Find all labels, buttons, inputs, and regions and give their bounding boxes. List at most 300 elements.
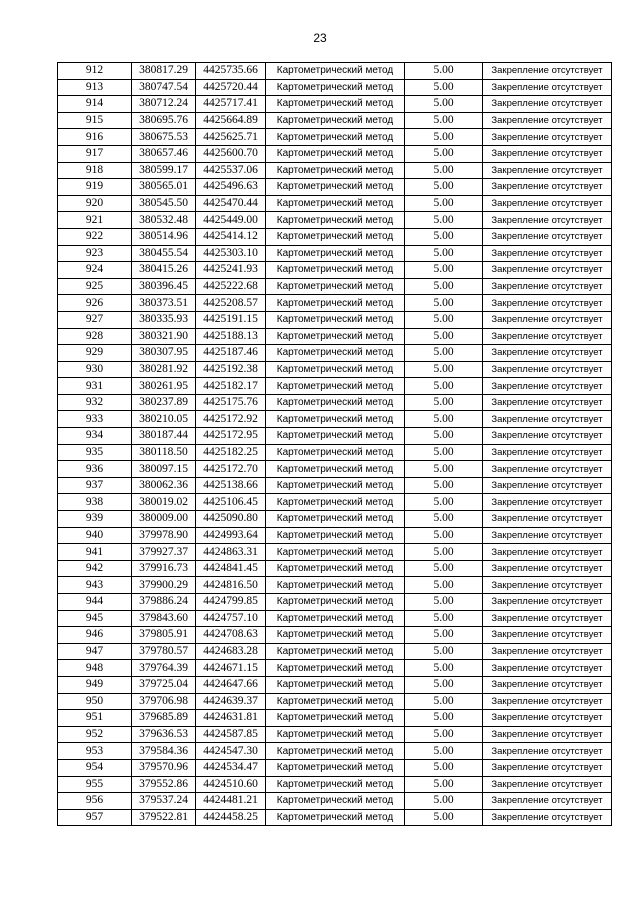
accuracy-cell: 5.00 (405, 345, 483, 362)
table-row (58, 428, 612, 445)
fixing-cell: Закрепление отсутствует (483, 560, 612, 577)
point-number-cell: 920 (58, 195, 132, 212)
method-cell: Картометрический метод (266, 627, 405, 644)
y-coordinate-cell: 4425175.76 (196, 394, 266, 411)
y-coordinate-cell: 4424639.37 (196, 693, 266, 710)
accuracy-cell: 5.00 (405, 627, 483, 644)
x-coordinate-cell: 380062.36 (132, 477, 196, 494)
x-coordinate-cell: 379725.04 (132, 676, 196, 693)
table-row (58, 511, 612, 528)
point-number-cell: 926 (58, 295, 132, 312)
y-coordinate-cell: 4425720.44 (196, 79, 266, 96)
x-coordinate-cell: 380396.45 (132, 278, 196, 295)
fixing-cell: Закрепление отсутствует (483, 328, 612, 345)
y-coordinate-cell: 4425537.06 (196, 162, 266, 179)
point-number-cell: 912 (58, 63, 132, 80)
fixing-cell: Закрепление отсутствует (483, 477, 612, 494)
method-cell: Картометрический метод (266, 212, 405, 229)
method-cell: Картометрический метод (266, 477, 405, 494)
table-row (58, 162, 612, 179)
accuracy-cell: 5.00 (405, 726, 483, 743)
table-row (58, 345, 612, 362)
point-number-cell: 933 (58, 411, 132, 428)
accuracy-cell: 5.00 (405, 527, 483, 544)
table-row (58, 394, 612, 411)
table-row (58, 179, 612, 196)
accuracy-cell: 5.00 (405, 112, 483, 129)
y-coordinate-cell: 4424671.15 (196, 660, 266, 677)
x-coordinate-cell: 380747.54 (132, 79, 196, 96)
x-coordinate-cell: 379886.24 (132, 594, 196, 611)
y-coordinate-cell: 4424458.25 (196, 809, 266, 826)
point-number-cell: 950 (58, 693, 132, 710)
table-row (58, 245, 612, 262)
table-row (58, 660, 612, 677)
fixing-cell: Закрепление отсутствует (483, 212, 612, 229)
accuracy-cell: 5.00 (405, 79, 483, 96)
fixing-cell: Закрепление отсутствует (483, 195, 612, 212)
x-coordinate-cell: 380712.24 (132, 96, 196, 113)
accuracy-cell: 5.00 (405, 660, 483, 677)
y-coordinate-cell: 4425182.17 (196, 378, 266, 395)
x-coordinate-cell: 380187.44 (132, 428, 196, 445)
x-coordinate-cell: 379916.73 (132, 560, 196, 577)
y-coordinate-cell: 4424863.31 (196, 544, 266, 561)
table-row (58, 577, 612, 594)
y-coordinate-cell: 4424993.64 (196, 527, 266, 544)
fixing-cell: Закрепление отсутствует (483, 693, 612, 710)
point-number-cell: 917 (58, 145, 132, 162)
method-cell: Картометрический метод (266, 726, 405, 743)
y-coordinate-cell: 4424534.47 (196, 759, 266, 776)
point-number-cell: 943 (58, 577, 132, 594)
x-coordinate-cell: 379636.53 (132, 726, 196, 743)
table-row (58, 494, 612, 511)
accuracy-cell: 5.00 (405, 212, 483, 229)
point-number-cell: 923 (58, 245, 132, 262)
y-coordinate-cell: 4425208.57 (196, 295, 266, 312)
y-coordinate-cell: 4425172.92 (196, 411, 266, 428)
point-number-cell: 944 (58, 594, 132, 611)
method-cell: Картометрический метод (266, 560, 405, 577)
fixing-cell: Закрепление отсутствует (483, 643, 612, 660)
method-cell: Картометрический метод (266, 345, 405, 362)
accuracy-cell: 5.00 (405, 96, 483, 113)
x-coordinate-cell: 380210.05 (132, 411, 196, 428)
x-coordinate-cell: 379927.37 (132, 544, 196, 561)
fixing-cell: Закрепление отсутствует (483, 676, 612, 693)
y-coordinate-cell: 4424816.50 (196, 577, 266, 594)
method-cell: Картометрический метод (266, 112, 405, 129)
y-coordinate-cell: 4425600.70 (196, 145, 266, 162)
table-row (58, 63, 612, 80)
table-row (58, 726, 612, 743)
point-number-cell: 919 (58, 179, 132, 196)
y-coordinate-cell: 4425664.89 (196, 112, 266, 129)
y-coordinate-cell: 4425188.13 (196, 328, 266, 345)
fixing-cell: Закрепление отсутствует (483, 295, 612, 312)
point-number-cell: 916 (58, 129, 132, 146)
point-number-cell: 928 (58, 328, 132, 345)
fixing-cell: Закрепление отсутствует (483, 345, 612, 362)
x-coordinate-cell: 379900.29 (132, 577, 196, 594)
y-coordinate-cell: 4425241.93 (196, 262, 266, 279)
fixing-cell: Закрепление отсутствует (483, 610, 612, 627)
table-row (58, 461, 612, 478)
point-number-cell: 948 (58, 660, 132, 677)
point-number-cell: 953 (58, 743, 132, 760)
method-cell: Картометрический метод (266, 776, 405, 793)
point-number-cell: 957 (58, 809, 132, 826)
y-coordinate-cell: 4424708.63 (196, 627, 266, 644)
method-cell: Картометрический метод (266, 96, 405, 113)
fixing-cell: Закрепление отсутствует (483, 759, 612, 776)
accuracy-cell: 5.00 (405, 676, 483, 693)
accuracy-cell: 5.00 (405, 710, 483, 727)
y-coordinate-cell: 4425414.12 (196, 228, 266, 245)
fixing-cell: Закрепление отсутствует (483, 145, 612, 162)
point-number-cell: 954 (58, 759, 132, 776)
fixing-cell: Закрепление отсутствует (483, 112, 612, 129)
table-row (58, 594, 612, 611)
method-cell: Картометрический метод (266, 278, 405, 295)
table-row (58, 411, 612, 428)
fixing-cell: Закрепление отсутствует (483, 743, 612, 760)
method-cell: Картометрический метод (266, 179, 405, 196)
y-coordinate-cell: 4424481.21 (196, 793, 266, 810)
y-coordinate-cell: 4425470.44 (196, 195, 266, 212)
table-row (58, 228, 612, 245)
accuracy-cell: 5.00 (405, 743, 483, 760)
y-coordinate-cell: 4425106.45 (196, 494, 266, 511)
point-number-cell: 930 (58, 361, 132, 378)
accuracy-cell: 5.00 (405, 295, 483, 312)
x-coordinate-cell: 380307.95 (132, 345, 196, 362)
accuracy-cell: 5.00 (405, 378, 483, 395)
fixing-cell: Закрепление отсутствует (483, 726, 612, 743)
method-cell: Картометрический метод (266, 361, 405, 378)
fixing-cell: Закрепление отсутствует (483, 527, 612, 544)
coordinates-table-body (58, 63, 612, 826)
y-coordinate-cell: 4425182.25 (196, 444, 266, 461)
table-row (58, 328, 612, 345)
accuracy-cell: 5.00 (405, 793, 483, 810)
method-cell: Картометрический метод (266, 328, 405, 345)
point-number-cell: 947 (58, 643, 132, 660)
fixing-cell: Закрепление отсутствует (483, 544, 612, 561)
accuracy-cell: 5.00 (405, 262, 483, 279)
table-row (58, 693, 612, 710)
point-number-cell: 949 (58, 676, 132, 693)
x-coordinate-cell: 380281.92 (132, 361, 196, 378)
point-number-cell: 913 (58, 79, 132, 96)
table-row (58, 610, 612, 627)
y-coordinate-cell: 4425187.46 (196, 345, 266, 362)
x-coordinate-cell: 380097.15 (132, 461, 196, 478)
table-row (58, 627, 612, 644)
accuracy-cell: 5.00 (405, 394, 483, 411)
y-coordinate-cell: 4425717.41 (196, 96, 266, 113)
page-number: 23 (313, 31, 327, 45)
y-coordinate-cell: 4425735.66 (196, 63, 266, 80)
point-number-cell: 935 (58, 444, 132, 461)
fixing-cell: Закрепление отсутствует (483, 378, 612, 395)
accuracy-cell: 5.00 (405, 278, 483, 295)
method-cell: Картометрический метод (266, 809, 405, 826)
point-number-cell: 914 (58, 96, 132, 113)
table-row (58, 96, 612, 113)
method-cell: Картометрический метод (266, 162, 405, 179)
y-coordinate-cell: 4425303.10 (196, 245, 266, 262)
y-coordinate-cell: 4424757.10 (196, 610, 266, 627)
accuracy-cell: 5.00 (405, 428, 483, 445)
accuracy-cell: 5.00 (405, 245, 483, 262)
x-coordinate-cell: 380532.48 (132, 212, 196, 229)
fixing-cell: Закрепление отсутствует (483, 776, 612, 793)
accuracy-cell: 5.00 (405, 809, 483, 826)
accuracy-cell: 5.00 (405, 544, 483, 561)
x-coordinate-cell: 379685.89 (132, 710, 196, 727)
x-coordinate-cell: 379522.81 (132, 809, 196, 826)
x-coordinate-cell: 380415.26 (132, 262, 196, 279)
table-row (58, 710, 612, 727)
method-cell: Картометрический метод (266, 461, 405, 478)
y-coordinate-cell: 4424547.30 (196, 743, 266, 760)
accuracy-cell: 5.00 (405, 759, 483, 776)
table-row (58, 793, 612, 810)
method-cell: Картометрический метод (266, 295, 405, 312)
point-number-cell: 918 (58, 162, 132, 179)
fixing-cell: Закрепление отсутствует (483, 179, 612, 196)
table-row (58, 262, 612, 279)
accuracy-cell: 5.00 (405, 693, 483, 710)
x-coordinate-cell: 380118.50 (132, 444, 196, 461)
table-row (58, 477, 612, 494)
fixing-cell: Закрепление отсутствует (483, 79, 612, 96)
method-cell: Картометрический метод (266, 311, 405, 328)
fixing-cell: Закрепление отсутствует (483, 444, 612, 461)
method-cell: Картометрический метод (266, 660, 405, 677)
point-number-cell: 922 (58, 228, 132, 245)
x-coordinate-cell: 380657.46 (132, 145, 196, 162)
method-cell: Картометрический метод (266, 594, 405, 611)
x-coordinate-cell: 380565.01 (132, 179, 196, 196)
method-cell: Картометрический метод (266, 710, 405, 727)
accuracy-cell: 5.00 (405, 129, 483, 146)
x-coordinate-cell: 380019.02 (132, 494, 196, 511)
x-coordinate-cell: 380817.29 (132, 63, 196, 80)
method-cell: Картометрический метод (266, 793, 405, 810)
x-coordinate-cell: 380335.93 (132, 311, 196, 328)
point-number-cell: 952 (58, 726, 132, 743)
accuracy-cell: 5.00 (405, 179, 483, 196)
x-coordinate-cell: 379978.90 (132, 527, 196, 544)
x-coordinate-cell: 380514.96 (132, 228, 196, 245)
point-number-cell: 946 (58, 627, 132, 644)
table-row (58, 444, 612, 461)
accuracy-cell: 5.00 (405, 195, 483, 212)
y-coordinate-cell: 4424587.85 (196, 726, 266, 743)
point-number-cell: 927 (58, 311, 132, 328)
method-cell: Картометрический метод (266, 262, 405, 279)
accuracy-cell: 5.00 (405, 311, 483, 328)
y-coordinate-cell: 4425625.71 (196, 129, 266, 146)
point-number-cell: 942 (58, 560, 132, 577)
x-coordinate-cell: 380237.89 (132, 394, 196, 411)
method-cell: Картометрический метод (266, 676, 405, 693)
method-cell: Картометрический метод (266, 394, 405, 411)
method-cell: Картометрический метод (266, 378, 405, 395)
fixing-cell: Закрепление отсутствует (483, 793, 612, 810)
accuracy-cell: 5.00 (405, 610, 483, 627)
method-cell: Картометрический метод (266, 494, 405, 511)
table-row (58, 378, 612, 395)
accuracy-cell: 5.00 (405, 228, 483, 245)
fixing-cell: Закрепление отсутствует (483, 278, 612, 295)
x-coordinate-cell: 379805.91 (132, 627, 196, 644)
fixing-cell: Закрепление отсутствует (483, 710, 612, 727)
x-coordinate-cell: 379537.24 (132, 793, 196, 810)
method-cell: Картометрический метод (266, 693, 405, 710)
table-row (58, 129, 612, 146)
method-cell: Картометрический метод (266, 643, 405, 660)
point-number-cell: 937 (58, 477, 132, 494)
point-number-cell: 936 (58, 461, 132, 478)
point-number-cell: 932 (58, 394, 132, 411)
table-row (58, 544, 612, 561)
fixing-cell: Закрепление отсутствует (483, 129, 612, 146)
method-cell: Картометрический метод (266, 129, 405, 146)
y-coordinate-cell: 4425191.15 (196, 311, 266, 328)
fixing-cell: Закрепление отсутствует (483, 411, 612, 428)
method-cell: Картометрический метод (266, 428, 405, 445)
table-row (58, 311, 612, 328)
fixing-cell: Закрепление отсутствует (483, 96, 612, 113)
table-row (58, 776, 612, 793)
table-row (58, 195, 612, 212)
point-number-cell: 955 (58, 776, 132, 793)
table-row (58, 361, 612, 378)
accuracy-cell: 5.00 (405, 361, 483, 378)
accuracy-cell: 5.00 (405, 477, 483, 494)
fixing-cell: Закрепление отсутствует (483, 428, 612, 445)
x-coordinate-cell: 379764.39 (132, 660, 196, 677)
y-coordinate-cell: 4425222.68 (196, 278, 266, 295)
point-number-cell: 934 (58, 428, 132, 445)
method-cell: Картометрический метод (266, 511, 405, 528)
method-cell: Картометрический метод (266, 444, 405, 461)
fixing-cell: Закрепление отсутствует (483, 361, 612, 378)
method-cell: Картометрический метод (266, 145, 405, 162)
method-cell: Картометрический метод (266, 195, 405, 212)
point-number-cell: 945 (58, 610, 132, 627)
fixing-cell: Закрепление отсутствует (483, 577, 612, 594)
y-coordinate-cell: 4424647.66 (196, 676, 266, 693)
x-coordinate-cell: 380599.17 (132, 162, 196, 179)
accuracy-cell: 5.00 (405, 162, 483, 179)
fixing-cell: Закрепление отсутствует (483, 660, 612, 677)
fixing-cell: Закрепление отсутствует (483, 809, 612, 826)
table-row (58, 145, 612, 162)
table-row (58, 560, 612, 577)
y-coordinate-cell: 4424631.81 (196, 710, 266, 727)
fixing-cell: Закрепление отсутствует (483, 311, 612, 328)
accuracy-cell: 5.00 (405, 461, 483, 478)
x-coordinate-cell: 379706.98 (132, 693, 196, 710)
method-cell: Картометрический метод (266, 63, 405, 80)
x-coordinate-cell: 379570.96 (132, 759, 196, 776)
fixing-cell: Закрепление отсутствует (483, 394, 612, 411)
fixing-cell: Закрепление отсутствует (483, 162, 612, 179)
point-number-cell: 931 (58, 378, 132, 395)
method-cell: Картометрический метод (266, 759, 405, 776)
y-coordinate-cell: 4424799.85 (196, 594, 266, 611)
fixing-cell: Закрепление отсутствует (483, 245, 612, 262)
x-coordinate-cell: 380455.54 (132, 245, 196, 262)
table-row (58, 759, 612, 776)
y-coordinate-cell: 4425192.38 (196, 361, 266, 378)
fixing-cell: Закрепление отсутствует (483, 494, 612, 511)
table-row (58, 743, 612, 760)
fixing-cell: Закрепление отсутствует (483, 262, 612, 279)
fixing-cell: Закрепление отсутствует (483, 594, 612, 611)
y-coordinate-cell: 4425172.95 (196, 428, 266, 445)
table-row (58, 112, 612, 129)
y-coordinate-cell: 4425090.80 (196, 511, 266, 528)
accuracy-cell: 5.00 (405, 328, 483, 345)
table-row (58, 278, 612, 295)
x-coordinate-cell: 380675.53 (132, 129, 196, 146)
method-cell: Картометрический метод (266, 544, 405, 561)
x-coordinate-cell: 379780.57 (132, 643, 196, 660)
table-row (58, 676, 612, 693)
method-cell: Картометрический метод (266, 228, 405, 245)
accuracy-cell: 5.00 (405, 494, 483, 511)
point-number-cell: 921 (58, 212, 132, 229)
accuracy-cell: 5.00 (405, 577, 483, 594)
point-number-cell: 941 (58, 544, 132, 561)
method-cell: Картометрический метод (266, 743, 405, 760)
point-number-cell: 925 (58, 278, 132, 295)
accuracy-cell: 5.00 (405, 511, 483, 528)
table-row (58, 79, 612, 96)
fixing-cell: Закрепление отсутствует (483, 63, 612, 80)
fixing-cell: Закрепление отсутствует (483, 511, 612, 528)
table-row (58, 212, 612, 229)
x-coordinate-cell: 380009.00 (132, 511, 196, 528)
accuracy-cell: 5.00 (405, 643, 483, 660)
y-coordinate-cell: 4424841.45 (196, 560, 266, 577)
y-coordinate-cell: 4425172.70 (196, 461, 266, 478)
point-number-cell: 938 (58, 494, 132, 511)
method-cell: Картометрический метод (266, 577, 405, 594)
x-coordinate-cell: 379843.60 (132, 610, 196, 627)
method-cell: Картометрический метод (266, 79, 405, 96)
y-coordinate-cell: 4424683.28 (196, 643, 266, 660)
table-row (58, 809, 612, 826)
x-coordinate-cell: 380545.50 (132, 195, 196, 212)
method-cell: Картометрический метод (266, 610, 405, 627)
table-row (58, 527, 612, 544)
fixing-cell: Закрепление отсутствует (483, 627, 612, 644)
x-coordinate-cell: 380261.95 (132, 378, 196, 395)
table-row (58, 295, 612, 312)
method-cell: Картометрический метод (266, 527, 405, 544)
accuracy-cell: 5.00 (405, 411, 483, 428)
x-coordinate-cell: 380695.76 (132, 112, 196, 129)
coordinates-table (57, 62, 612, 826)
y-coordinate-cell: 4425449.00 (196, 212, 266, 229)
